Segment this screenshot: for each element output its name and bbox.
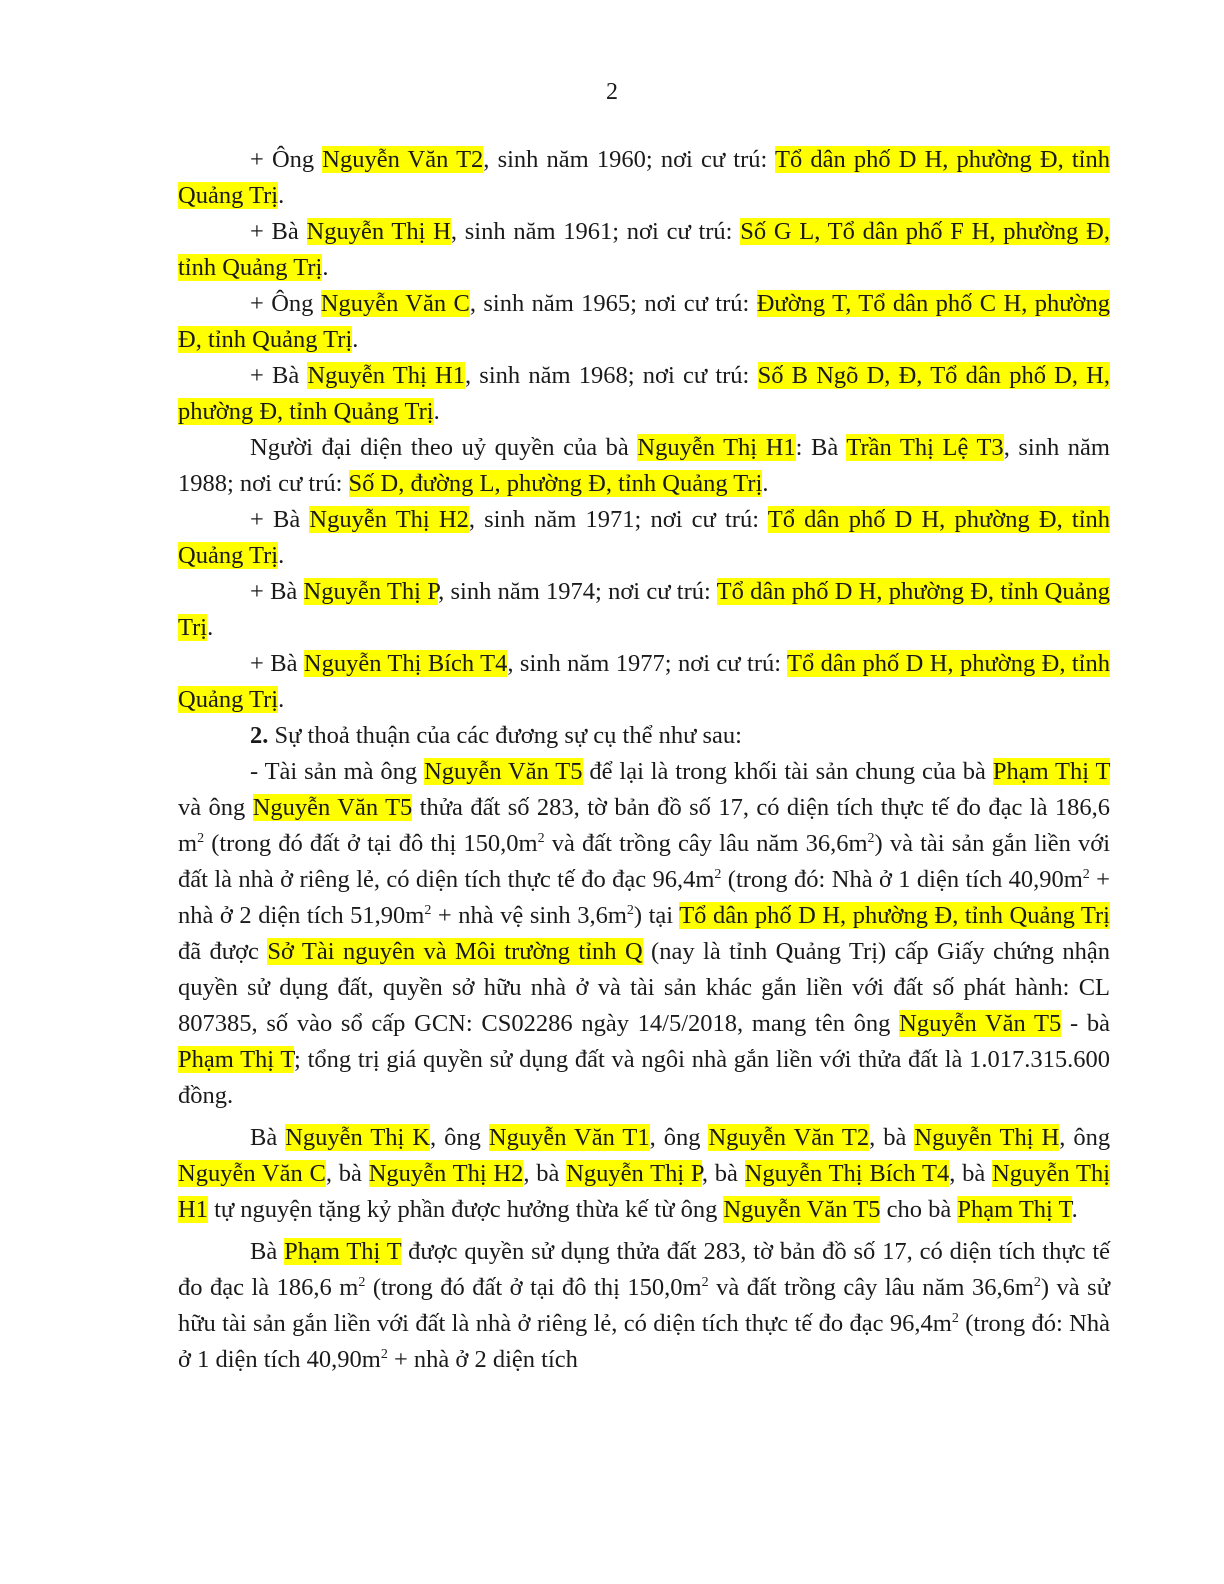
paragraph: [178, 358, 1110, 430]
text-run: (trong đó đất ở tại đô thị 150,0m: [365, 1274, 702, 1301]
highlighted-text: Nguyễn Thị H1: [178, 1160, 1110, 1223]
text-run: và ông: [178, 794, 253, 821]
text-run: , ông: [649, 1124, 709, 1151]
text-run: .: [433, 398, 440, 425]
text-run: + Ông: [250, 146, 323, 173]
text-run: + nhà ở 2 diện tích: [387, 1346, 578, 1373]
highlighted-text: Nguyễn Thị H1: [307, 362, 465, 389]
highlighted-text: Tổ dân phố D H, phường Đ, tỉnh Quảng Trị: [178, 506, 1110, 569]
document-body: [178, 142, 1110, 1378]
text-run: để lại là trong khối tài sản chung của bà: [582, 758, 993, 785]
paragraph: [178, 286, 1110, 358]
text-run: .: [278, 542, 285, 569]
text-run: + Bà: [250, 578, 304, 605]
text-run: , bà: [869, 1124, 915, 1151]
text-run: .: [762, 470, 769, 497]
text-run: , sinh năm 1960; nơi cư trú:: [483, 146, 775, 173]
page-number: 2: [606, 79, 618, 105]
text-run: , sinh năm 1974; nơi cư trú:: [438, 578, 717, 605]
text-run: , sinh năm 1965; nơi cư trú:: [469, 290, 757, 317]
highlighted-text: Tổ dân phố D H, phường Đ, tỉnh Quảng Trị: [178, 146, 1110, 209]
highlighted-text: Tổ dân phố D H, phường Đ, tỉnh Quảng Trị: [178, 650, 1110, 713]
superscript: 2: [537, 831, 545, 846]
text-run: + nhà vệ sinh 3,6m: [431, 902, 627, 929]
paragraph: [178, 718, 1110, 754]
highlighted-text: Nguyễn Văn T5: [424, 758, 583, 785]
highlighted-text: Nguyễn Văn T2: [708, 1124, 870, 1151]
highlighted-text: Số B Ngõ D, Đ, Tổ dân phố D, H, phường Đ, tỉnh Quảng Trị: [178, 362, 1110, 425]
highlighted-text: Nguyễn Thị Bích T4: [303, 650, 508, 677]
highlighted-text: Nguyễn Thị P: [303, 578, 439, 605]
highlighted-text: Tổ dân phố D H, phường Đ, tỉnh Quảng Trị: [178, 578, 1110, 641]
paragraph: [178, 574, 1110, 646]
text-run: Sự thoả thuận của các đương sự cụ thể như sau:: [268, 722, 742, 749]
text-run: .: [322, 254, 329, 281]
text-run: + nhà ở 2 diện tích 51,90m: [178, 866, 1110, 929]
text-run: + Ông: [250, 290, 321, 317]
text-run: .: [1071, 1196, 1078, 1223]
text-run: .: [278, 686, 285, 713]
text-run: Người đại diện theo uỷ quyền của bà: [250, 434, 638, 461]
highlighted-text: Nguyễn Thị Bích T4: [744, 1160, 950, 1187]
paragraph: [178, 214, 1110, 286]
text-run: ) và tài sản gắn liền với đất là nhà ở riêng lẻ, có diện tích thực tế đo đạc 96,4m: [178, 830, 1110, 893]
text-run: , sinh năm 1968; nơi cư trú:: [464, 362, 758, 389]
highlighted-text: Nguyễn Thị H: [306, 218, 451, 245]
text-run: 2.: [250, 722, 269, 749]
paragraph: [178, 754, 1110, 1114]
paragraph: [178, 1234, 1110, 1378]
superscript: 2: [626, 903, 634, 918]
text-run: , bà: [949, 1160, 993, 1187]
text-run: (trong đó: Nhà ở 1 diện tích 40,90m: [721, 866, 1083, 893]
text-run: , bà: [523, 1160, 567, 1187]
highlighted-text: Nguyễn Thị H1: [637, 434, 796, 461]
highlighted-text: Trần Thị Lệ T3: [846, 434, 1004, 461]
superscript: 2: [701, 1275, 709, 1290]
text-run: , bà: [325, 1160, 369, 1187]
text-run: đã được: [178, 938, 268, 965]
text-run: thửa đất số 283, tờ bản đồ số 17, có diện tích thực tế đo đạc là 186,6 m: [178, 794, 1111, 857]
superscript: 2: [380, 1347, 388, 1362]
text-run: .: [352, 326, 359, 353]
text-run: , sinh năm 1977; nơi cư trú:: [507, 650, 788, 677]
text-run: ) và sử hữu tài sản gắn liền với đất là nhà ở riêng lẻ, có diện tích thực tế đo đạc 96,4m: [178, 1274, 1110, 1337]
text-run: , ông: [430, 1124, 489, 1151]
text-run: - bà: [1061, 1010, 1110, 1037]
highlighted-text: Phạm Thị T: [178, 1046, 295, 1073]
text-run: + Bà: [250, 362, 308, 389]
text-run: + Bà: [250, 650, 304, 677]
text-run: Bà: [250, 1238, 285, 1265]
highlighted-text: Nguyễn Văn T5: [252, 794, 413, 821]
superscript: 2: [714, 867, 722, 882]
text-run: .: [278, 182, 285, 209]
highlighted-text: Nguyễn Văn C: [320, 290, 470, 317]
text-run: (trong đó: Nhà ở 1 diện tích 40,90m: [178, 1310, 1110, 1373]
superscript: 2: [951, 1311, 959, 1326]
highlighted-text: Nguyễn Thị H: [914, 1124, 1060, 1151]
paragraph: [178, 502, 1110, 574]
text-run: ; tổng trị giá quyền sử dụng đất và ngôi nhà gắn liền với thửa đất là 1.017.315.600 đồng.: [178, 1046, 1110, 1109]
superscript: 2: [1082, 867, 1090, 882]
text-run: cho bà: [880, 1196, 958, 1223]
text-run: được quyền sử dụng thửa đất 283, tờ bản đồ số 17, có diện tích thực tế đo đạc là 186,6 m: [178, 1238, 1111, 1301]
text-run: và đất trồng cây lâu năm 36,6m: [708, 1274, 1034, 1301]
text-run: + Bà: [250, 506, 310, 533]
highlighted-text: Nguyễn Thị H2: [368, 1160, 524, 1187]
highlighted-text: Phạm Thị T: [957, 1196, 1072, 1223]
superscript: 2: [867, 831, 875, 846]
highlighted-text: Nguyễn Thị K: [285, 1124, 431, 1151]
text-run: .: [207, 614, 214, 641]
text-run: Bà: [250, 1124, 286, 1151]
highlighted-text: Nguyễn Văn T1: [488, 1124, 650, 1151]
text-run: ) tại: [633, 902, 680, 929]
text-run: (nay là tỉnh Quảng Trị) cấp Giấy chứng nhận quyền sử dụng đất, quyền sở hữu nhà ở và tài sản khác gắn liền với đất số phát hành: CL 807385, số vào sổ cấp GCN: CS02286 ngày 14/5/2018, mang tên ông: [178, 938, 1110, 1037]
highlighted-text: Nguyễn Văn T5: [723, 1196, 881, 1223]
paragraph: [178, 646, 1110, 718]
text-run: và đất trồng cây lâu năm 36,6m: [544, 830, 868, 857]
paragraph: [178, 1120, 1110, 1228]
highlighted-text: Đường T, Tổ dân phố C H, phường Đ, tỉnh Quảng Trị: [178, 290, 1110, 353]
text-run: : Bà: [795, 434, 847, 461]
highlighted-text: Sở Tài nguyên và Môi trường tỉnh Q: [267, 938, 643, 965]
superscript: 2: [358, 1275, 366, 1290]
text-run: tự nguyện tặng kỷ phần được hưởng thừa kế từ ông: [207, 1196, 724, 1223]
text-run: , sinh năm 1988; nơi cư trú:: [178, 434, 1110, 497]
highlighted-text: Nguyễn Thị H2: [309, 506, 469, 533]
paragraph: [178, 142, 1110, 214]
superscript: 2: [197, 831, 205, 846]
highlighted-text: Nguyễn Văn T2: [322, 146, 484, 173]
highlighted-text: Phạm Thị T: [284, 1238, 402, 1265]
highlighted-text: Phạm Thị T: [992, 758, 1111, 785]
text-run: , sinh năm 1971; nơi cư trú:: [468, 506, 768, 533]
superscript: 2: [1033, 1275, 1041, 1290]
text-run: - Tài sản mà ông: [250, 758, 425, 785]
paragraph: [178, 430, 1110, 502]
highlighted-text: Số D, đường L, phường Đ, tỉnh Quảng Trị: [348, 470, 763, 497]
text-run: + Bà: [250, 218, 307, 245]
highlighted-text: Số G L, Tổ dân phố F H, phường Đ, tỉnh Quảng Trị: [178, 218, 1110, 281]
text-run: , sinh năm 1961; nơi cư trú:: [450, 218, 741, 245]
text-run: , ông: [1059, 1124, 1111, 1151]
text-run: , bà: [701, 1160, 745, 1187]
superscript: 2: [424, 903, 432, 918]
highlighted-text: Nguyễn Văn C: [178, 1160, 326, 1187]
text-run: (trong đó đất ở tại đô thị 150,0m: [204, 830, 538, 857]
highlighted-text: Nguyễn Thị P: [566, 1160, 702, 1187]
highlighted-text: Nguyễn Văn T5: [899, 1010, 1062, 1037]
highlighted-text: Tổ dân phố D H, phường Đ, tỉnh Quảng Trị: [679, 902, 1110, 929]
